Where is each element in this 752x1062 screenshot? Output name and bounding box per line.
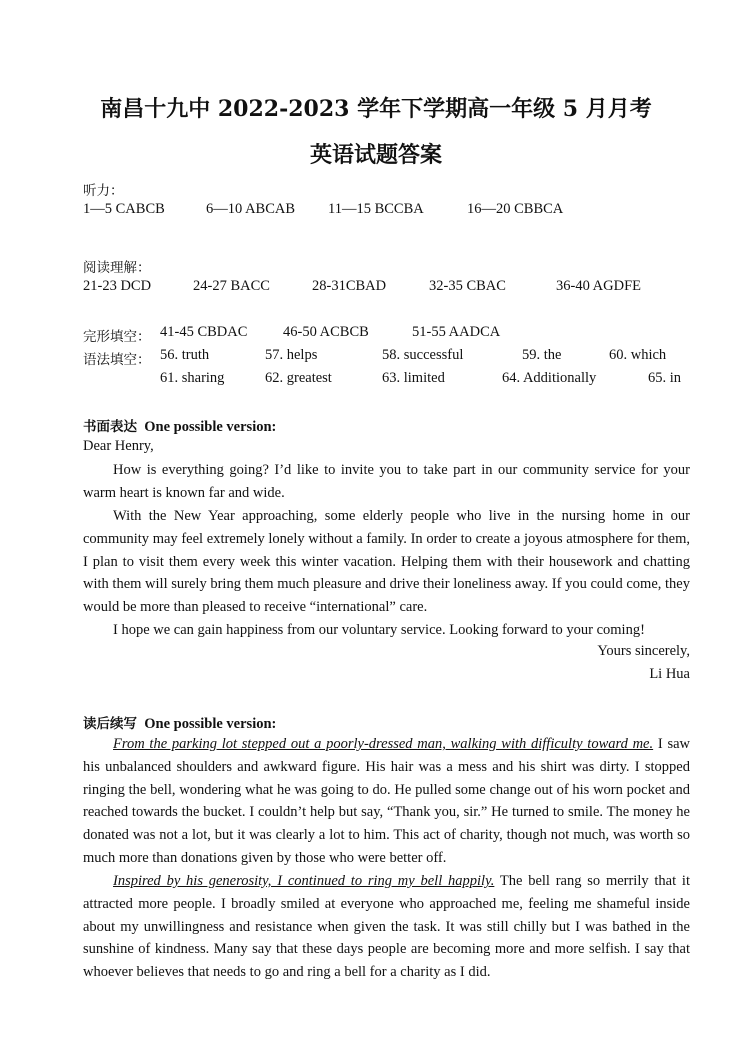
answer-group: 46-50 ACBCB: [283, 324, 369, 340]
answer-item: 58. successful: [382, 347, 464, 363]
given-opening-sentence: Inspired by his generosity, I continued to ring my bell happily.: [113, 873, 495, 889]
answer-group: 24-27 BACC: [193, 278, 270, 294]
continuation-heading: 读后续写 One possible version:: [83, 716, 277, 732]
continuation-paragraph-1: [83, 733, 690, 870]
reading-label: 阅读理解：: [83, 260, 151, 276]
answer-group: 28-31CBAD: [312, 278, 387, 294]
exam-subtitle: 英语试题答案: [309, 142, 442, 168]
letter-signature: Li Hua: [649, 666, 690, 682]
grammar-label: 语法填空：: [83, 352, 151, 368]
answer-group: 1—5 CABCB: [83, 201, 165, 217]
answer-item: 64. Additionally: [502, 370, 597, 386]
answer-item: 56. truth: [160, 347, 210, 363]
grammar-answers-row2: [0, 370, 752, 390]
answer-group: 41-45 CBDAC: [160, 324, 248, 340]
answer-item: 65. in: [648, 370, 682, 386]
answer-group: 32-35 CBAC: [429, 278, 506, 294]
answer-group: 16—20 CBBCA: [467, 201, 564, 217]
listening-label: 听力：: [83, 183, 124, 199]
letter-paragraph: How is everything going? I’d like to invite you to take part in our community service for your warm heart is known far and wide.: [83, 462, 690, 501]
answer-group: 11—15 BCCBA: [328, 201, 424, 217]
exam-title: 南昌十九中 2022-2023 学年下学期高一年级 5 月月考: [100, 96, 652, 122]
reading-answers: [0, 278, 752, 298]
paragraph-body: I saw his unbalanced shoulders and awkward figure. His hair was a mess and his shirt was dirty. I stopped ringing the bell, wondering what he was going to do. He pulled some change out of his worn pocket and reached towards the bucket. I couldn’t help but say, “Thank you, sir.” He turned to smile. The money he donated was not a lot, but it was clearly a lot to him. This act of charity, though not much, was worth so much more than donations given by those who were better off.: [83, 736, 690, 866]
cloze-label: 完形填空：: [83, 329, 151, 345]
answer-group: 21-23 DCD: [83, 278, 152, 294]
writing-heading: 书面表达 One possible version:: [83, 419, 277, 435]
given-opening-sentence: From the parking lot stepped out a poorly-dressed man, walking with difficulty toward me.: [113, 736, 654, 752]
paragraph-body: The bell rang so merrily that it attracted more people. I broadly smiled at everyone who approached me, feeling me shameful inside about my unwillingness and resistance when given the task. It was still chilly but I was bathed in the sunshine of kindness. Many say that these days people are becoming more and more selfish. I say that whoever believes that needs to go and ring a bell for a charity as I did.: [83, 873, 690, 981]
answer-item: 61. sharing: [160, 370, 225, 386]
letter-paragraph: With the New Year approaching, some elderly people who live in the nursing home in our community may feel extremely lonely without a family. In order to create a joyous atmosphere for them, I plan to visit them every week this winter vacation. Helping them with their housework and chatting with them will surely bring them much pleasure and drive their loneliness away. If you could come, they would be more than pleased to receive “international” care.: [83, 508, 690, 616]
answer-item: 59. the: [522, 347, 562, 363]
answer-group: 6—10 ABCAB: [206, 201, 296, 217]
answer-item: 62. greatest: [265, 370, 332, 386]
cloze-answers: [0, 324, 752, 344]
answer-group: 36-40 AGDFE: [556, 278, 641, 294]
continuation-paragraph-2: [83, 870, 690, 984]
answer-item: 60. which: [609, 347, 667, 363]
grammar-answers-row1: [0, 347, 752, 367]
answer-item: 57. helps: [265, 347, 318, 363]
letter-paragraph: I hope we can gain happiness from our voluntary service. Looking forward to your coming!: [113, 622, 645, 638]
answer-item: 63. limited: [382, 370, 445, 386]
letter-greeting: Dear Henry,: [83, 438, 154, 454]
answer-group: 51-55 AADCA: [412, 324, 501, 340]
listening-answers: [0, 201, 752, 221]
letter-closing: Yours sincerely,: [597, 643, 690, 659]
